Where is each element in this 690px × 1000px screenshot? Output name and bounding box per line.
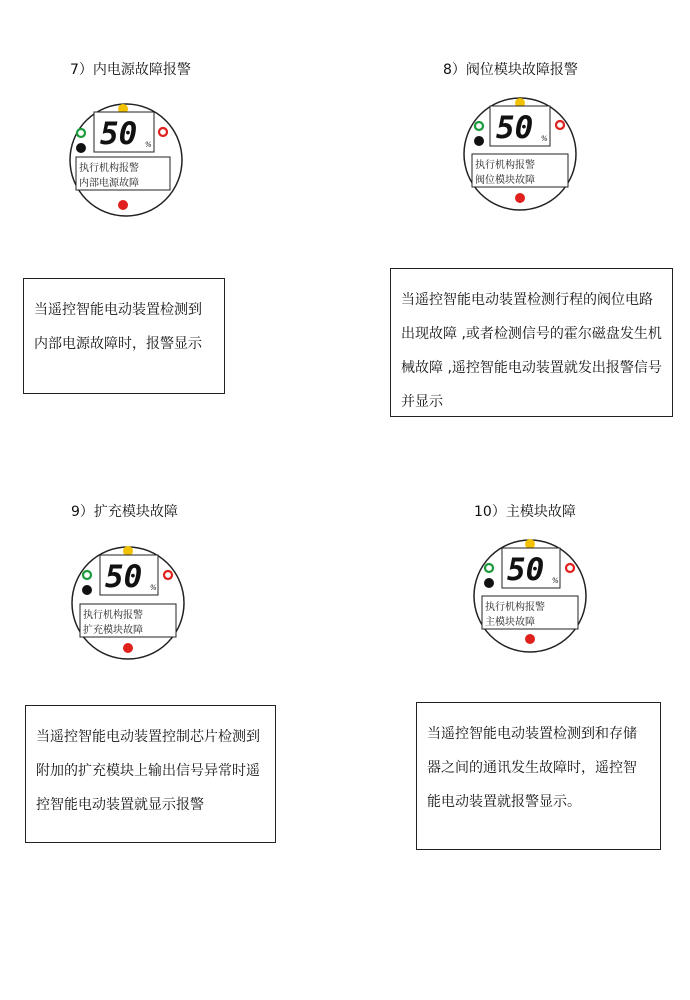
display-unit: % <box>541 135 548 143</box>
red-indicator-icon <box>118 200 128 210</box>
section-10-display-panel <box>472 538 588 654</box>
actuator-display-icon <box>68 102 184 218</box>
black-indicator-icon <box>82 585 92 595</box>
lcd-line-1: 执行机构报警 <box>475 160 535 171</box>
lcd-line-2: 内部电源故障 <box>79 178 139 189</box>
red-ring-indicator-icon <box>556 121 564 129</box>
display-unit: % <box>150 584 157 592</box>
lcd-line-1: 执行机构报警 <box>83 610 143 621</box>
lcd-line-1: 执行机构报警 <box>79 163 139 174</box>
section-10-description: 当遥控智能电动装置检测到和存储器之间的通讯发生故障时，遥控智能电动装置就报警显示。 <box>416 702 661 850</box>
black-indicator-icon <box>474 136 484 146</box>
section-7-description: 当遥控智能电动装置检测到内部电源故障时，报警显示 <box>23 278 225 394</box>
section-9-display-panel <box>70 545 186 661</box>
display-value: 50 <box>105 559 143 595</box>
red-indicator-icon <box>515 193 525 203</box>
green-indicator-icon <box>475 122 483 130</box>
red-indicator-icon <box>525 634 535 644</box>
section-7-display-panel <box>68 102 184 218</box>
display-value: 50 <box>507 552 545 588</box>
lcd-line-1: 执行机构报警 <box>485 602 545 613</box>
display-value: 50 <box>100 116 138 152</box>
display-unit: % <box>145 141 152 149</box>
section-9-description: 当遥控智能电动装置控制芯片检测到附加的扩充模块上输出信号异常时遥控智能电动装置就显示报警 <box>25 705 276 843</box>
actuator-display-icon <box>472 538 588 654</box>
section-8-display-panel <box>462 96 578 212</box>
section-10-heading: 10）主模块故障 <box>474 504 576 520</box>
section-8-heading: 8）阀位模块故障报警 <box>443 62 578 78</box>
section-8-description: 当遥控智能电动装置检测行程的阀位电路出现故障 ,或者检测信号的霍尔磁盘发生机械故障 ,遥控智能电动装置就发出报警信号并显示 <box>390 268 673 417</box>
actuator-display-icon <box>70 545 186 661</box>
lcd-line-2: 主模块故障 <box>485 617 535 628</box>
actuator-display-icon <box>462 96 578 212</box>
green-indicator-icon <box>485 564 493 572</box>
red-indicator-icon <box>123 643 133 653</box>
green-indicator-icon <box>77 129 85 137</box>
black-indicator-icon <box>76 143 86 153</box>
red-ring-indicator-icon <box>566 564 574 572</box>
display-unit: % <box>552 577 559 585</box>
display-value: 50 <box>496 110 534 146</box>
green-indicator-icon <box>83 571 91 579</box>
section-7-heading: 7）内电源故障报警 <box>70 62 191 78</box>
red-ring-indicator-icon <box>164 571 172 579</box>
lcd-line-2: 阀位模块故障 <box>475 175 535 186</box>
red-ring-indicator-icon <box>159 128 167 136</box>
lcd-line-2: 扩充模块故障 <box>83 625 143 636</box>
black-indicator-icon <box>484 578 494 588</box>
section-9-heading: 9）扩充模块故障 <box>71 504 178 520</box>
